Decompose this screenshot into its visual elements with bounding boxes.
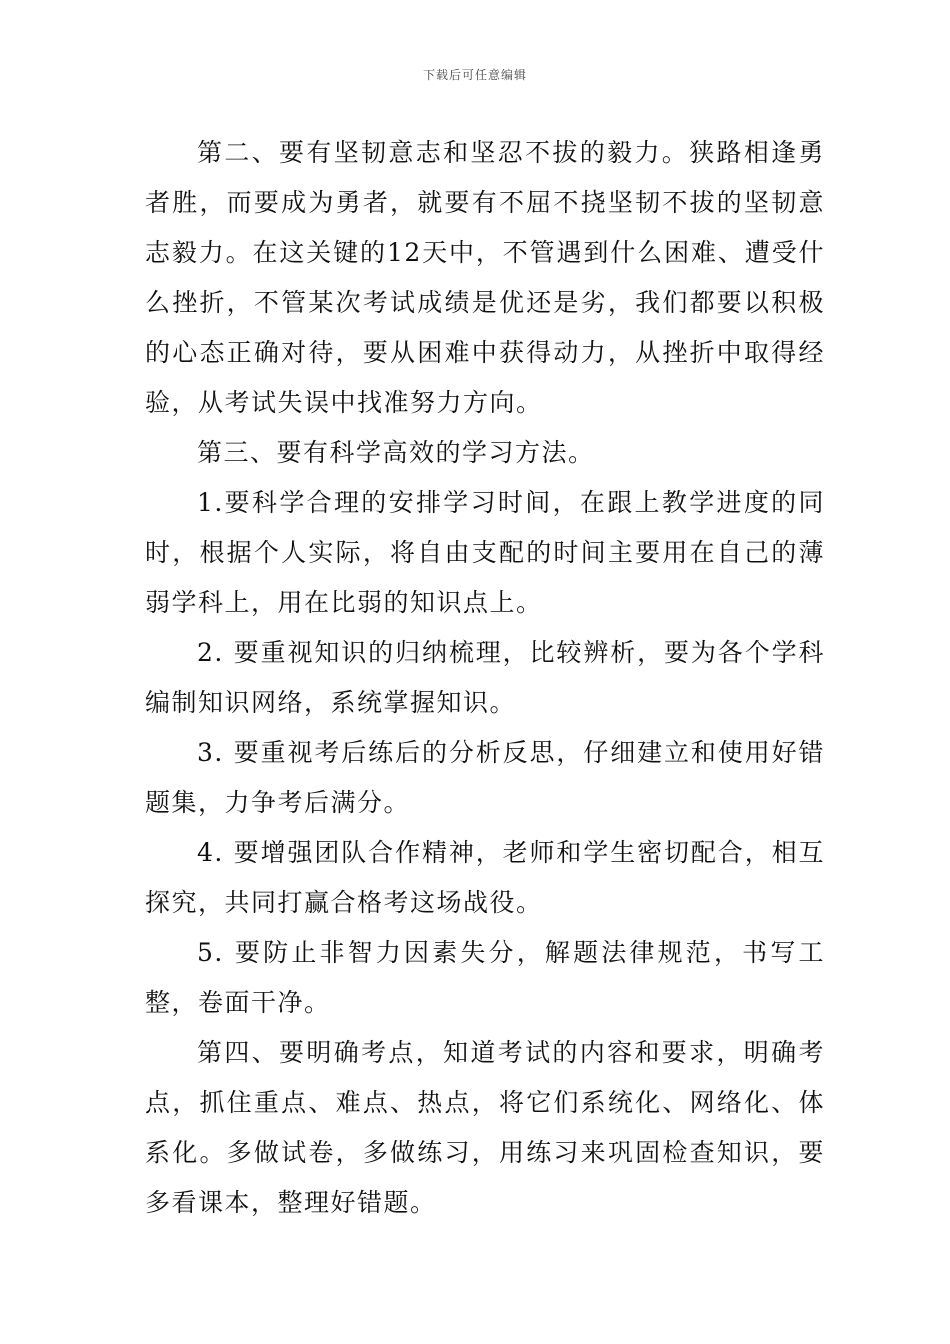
paragraph-item-3: 3. 要重视考后练后的分析反思，仔细建立和使用好错题集，力争考后满分。 [145,738,825,817]
paragraph-exam-points: 第四、要明确考点，知道考试的内容和要求，明确考点，抓住重点、难点、热点，将它们系统化、网络化、体系化。多做试卷，多做练习，用练习来巩固检查知识，要多看课本，整理好错题。 [145,1038,825,1217]
paragraph-perseverance: 第二、要有坚韧意志和坚忍不拔的毅力。狭路相逢勇者胜，而要成为勇者，就要有不屈不挠坚韧不拔的坚韧意志毅力。在这关键的12天中，不管遇到什么困难、遭受什么挫折，不管某次考试成绩是优还是劣，我们都要以积极的心态正确对待，要从困难中获得动力，从挫折中取得经验，从考试失误中找准努力方向。 [145,138,825,417]
paragraph-item-1: 1.要科学合理的安排学习时间，在跟上教学进度的同时，根据个人实际，将自由支配的时间主要用在自己的薄弱学科上，用在比弱的知识点上。 [145,488,825,617]
paragraph-item-5: 5. 要防止非智力因素失分，解题法律规范，书写工整，卷面干净。 [145,938,825,1017]
paragraph-item-2: 2. 要重视知识的归纳梳理，比较辨析，要为各个学科编制知识网络，系统掌握知识。 [145,638,825,717]
document-body [145,128,825,1228]
paragraph-item-4: 4. 要增强团队合作精神，老师和学生密切配合，相互探究，共同打赢合格考这场战役。 [145,838,825,917]
paragraph-study-method-heading: 第三、要有科学高效的学习方法。 [197,438,595,467]
page-header: 下载后可任意编辑 [422,68,527,82]
